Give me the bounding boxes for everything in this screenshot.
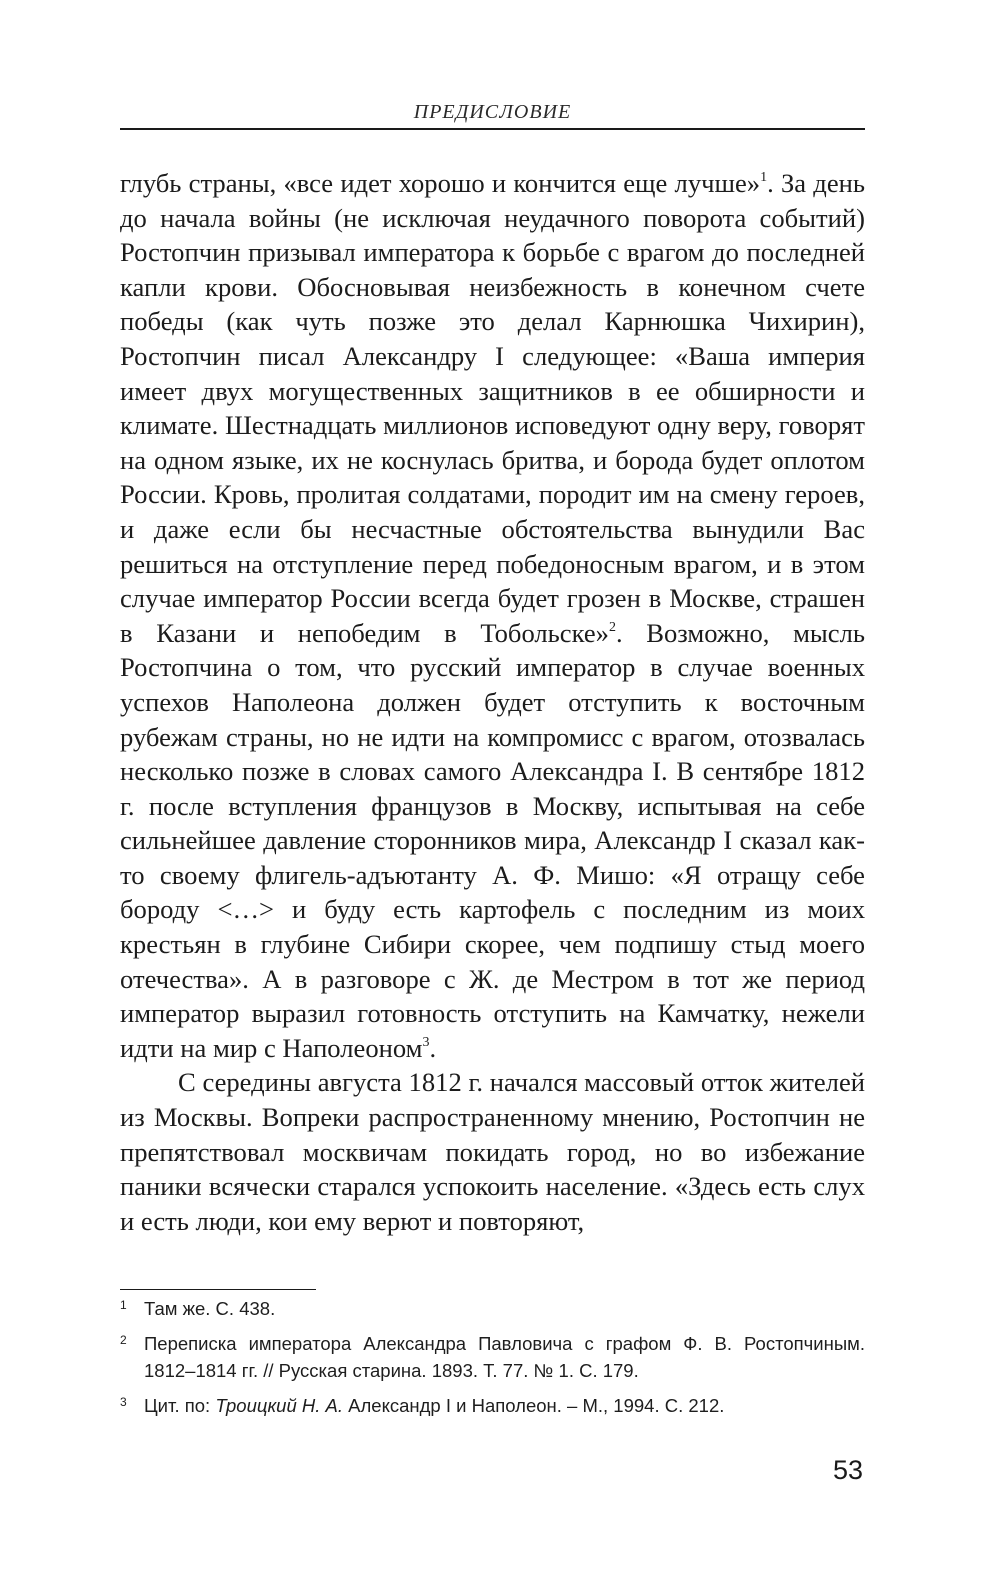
footnote-text: Переписка императора Александра Павловича с графом Ф. В. Ростопчиным. 1812–1814 гг. // Русская старина. 1893. Т. 77. № 1. С. 179. <box>144 1333 865 1381</box>
paragraph-1 <box>120 166 865 1065</box>
paragraph-1-part-a: глубь страны, «все идет хорошо и кончится еще лучше» <box>120 168 761 198</box>
footnotes-rule <box>120 1289 316 1290</box>
paragraph-1-part-c: . Возможно, мысль Ростопчина о том, что русский император в случае военных успехов Наполеона должен будет отступить к восточным рубежам страны, но не идти на компромисс с врагом, отозвалась несколько позже в словах самого Александра I. В сентябре 1812 г. после вступления французов в Москву, испытывая на себе сильнейшее давление сторонников мира, Александр I сказал как-то своему флигель-адъютанту А. Ф. Мишо: «Я отращу себе бороду <…> и буду есть картофель с последним из моих крестьян в глубине Сибири скорее, чем подпишу стыд моего отечества». А в разговоре с Ж. де Местром в тот же период император выразил готовность отступить на Камчатку, нежели идти на мир с Наполеоном <box>120 617 865 1063</box>
page-number: 53 <box>832 1455 863 1485</box>
footnote-number: 3 <box>120 1395 127 1409</box>
footnote-prefix: Цит. по: <box>144 1395 216 1416</box>
footnote-ref-1: 1 <box>760 170 768 185</box>
running-head: ПРЕДИСЛОВИЕ <box>413 101 572 123</box>
paragraph-2: С середины августа 1812 г. начался массовый отток жителей из Москвы. Вопреки распространенному мнению, Ростопчин не препятствовал москвичам покидать город, но во избежание паники всячески старался успокоить население. «Здесь есть слух и есть люди, кои ему верют и повторяют, <box>120 1067 865 1236</box>
footnote-title: Александр I и Наполеон. – М., 1994. С. 212. <box>343 1395 725 1416</box>
footnote-ref-3: 3 <box>422 1034 430 1050</box>
footnote-text: Там же. С. 438. <box>144 1298 276 1319</box>
paragraph-1-part-d: . <box>429 1032 437 1063</box>
paragraph-1-part-b: . За день до начала войны (не исключая неудачного поворота событий) Ростопчин призывал императора к борьбе с врагом до последней капли крови. Обосновывая неизбежность в конечном счете победы (как чуть позже это делал Карнюшка Чихирин), Ростопчин писал Александру I следующее: «Ваша империя имеет двух могущественных защитников в ее обширности и климате. Шестнадцать миллионов исповедуют одну веру, говорят на одном языке, их не коснулась бритва, и борода будет оплотом России. Кровь, пролитая солдатами, породит им на смену героев, и даже если бы несчастные обстоятельства вынудили Вас решиться на отступление перед победоносным врагом, и в этом случае император России всегда будет грозен в Москве, страшен в Казани и непобедим в Тобольске» <box>120 168 865 648</box>
footnote-3 <box>120 1392 865 1419</box>
footnotes <box>120 1295 865 1427</box>
footnote-1 <box>120 1295 865 1322</box>
footnote-number: 1 <box>120 1298 127 1312</box>
footnote-ref-2: 2 <box>608 619 616 635</box>
footnote-author: Троицкий Н. А. <box>215 1395 344 1416</box>
main-text <box>120 166 865 1238</box>
footnote-2 <box>120 1330 865 1384</box>
footnote-text <box>144 1392 865 1419</box>
footnote-number: 2 <box>120 1333 127 1347</box>
header-rule <box>120 128 865 130</box>
